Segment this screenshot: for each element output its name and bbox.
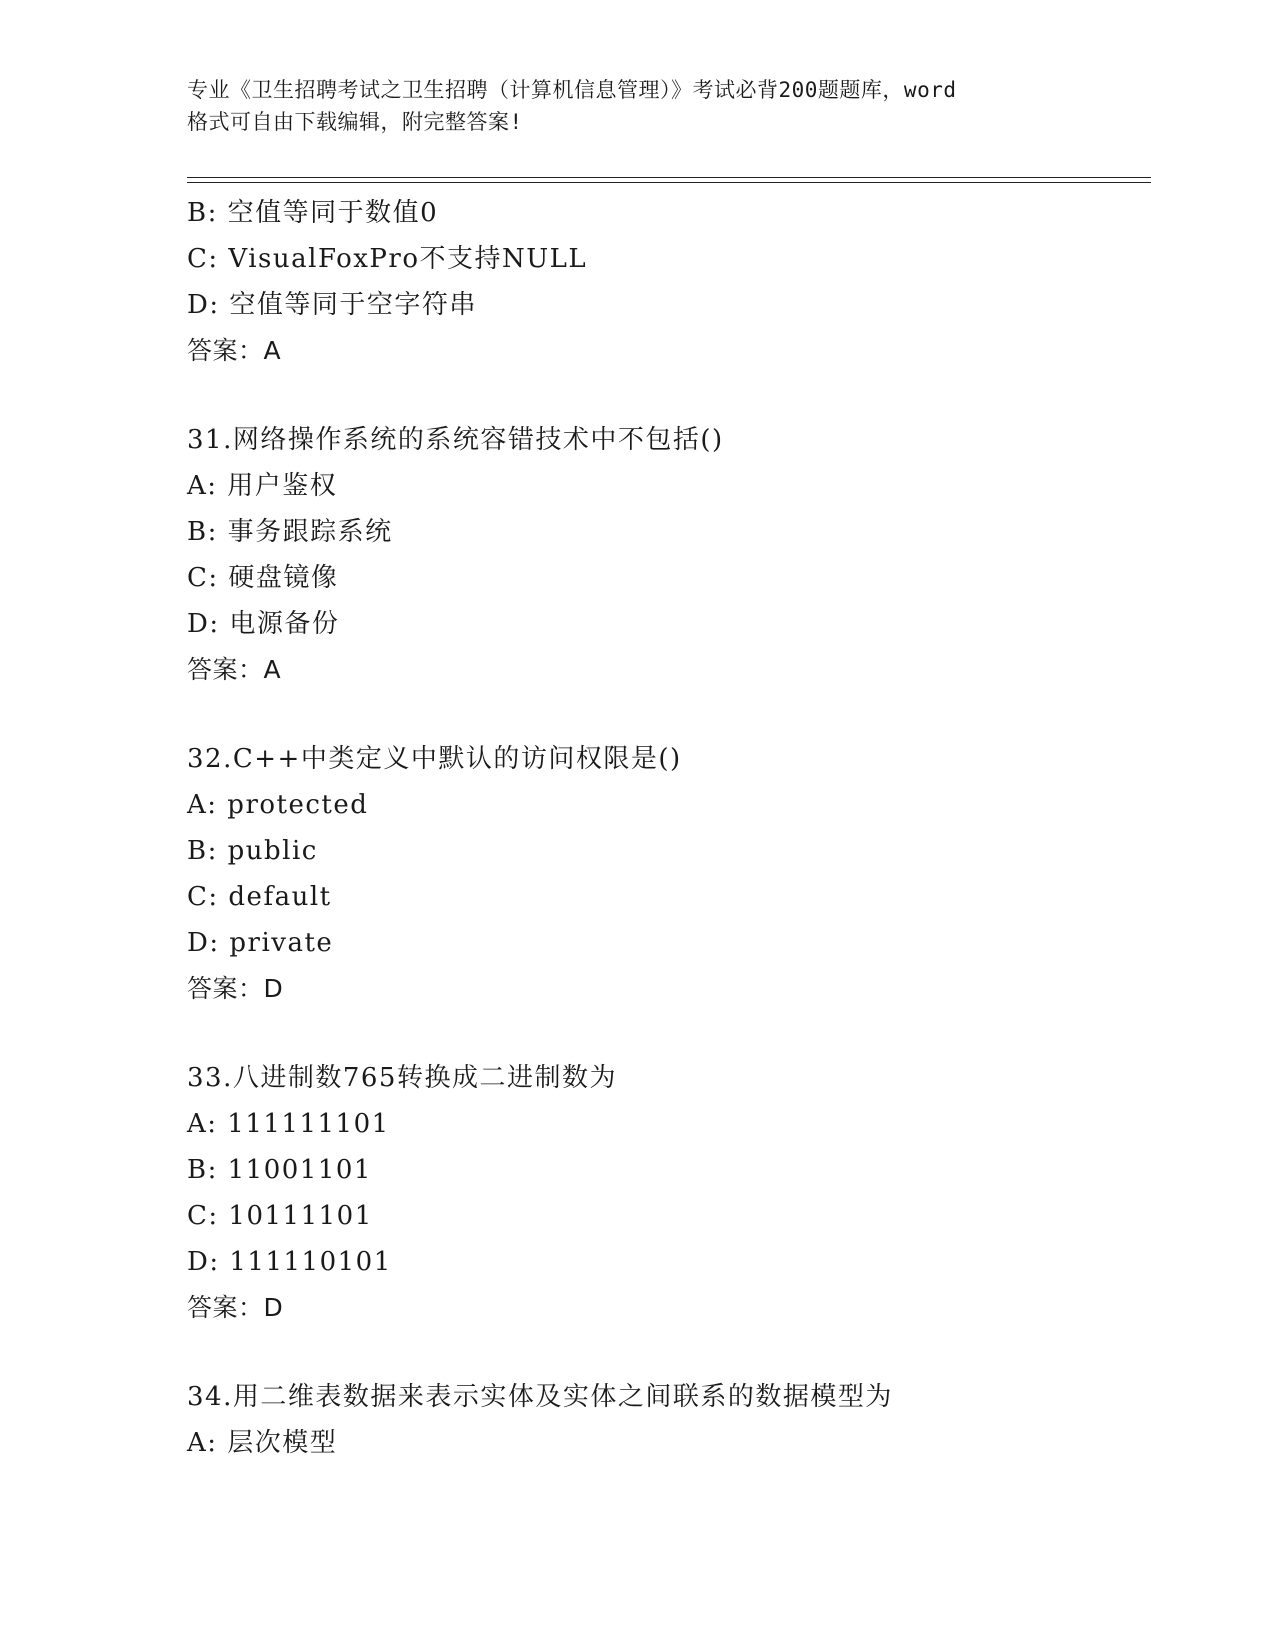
question-stem: 33.八进制数765转换成二进制数为 [187,1063,617,1093]
answer-line: 答案：A [187,655,282,684]
document-header [187,74,1087,138]
option-b: B: 11001101 [187,1155,372,1185]
question-stem: 32.C++中类定义中默认的访问权限是() [187,744,682,774]
option-d: D: 111110101 [187,1247,392,1277]
option-b: B: 空值等同于数值0 [187,198,439,228]
option-d: D: 空值等同于空字符串 [187,290,477,320]
option-d: D: 电源备份 [187,609,340,639]
question-block-34 [187,1374,1151,1466]
option-a: A: protected [187,790,369,820]
header-title-line-1: 专业《卫生招聘考试之卫生招聘（计算机信息管理）》考试必背200题题库，word [187,78,957,102]
header-divider-bottom [187,182,1151,183]
answer-line: 答案：D [187,1293,284,1322]
option-d: D: private [187,928,334,958]
question-block-33 [187,1055,1151,1331]
option-c: C: 10111101 [187,1201,373,1231]
header-title-line-2: 格式可自由下载编辑，附完整答案! [187,110,523,134]
option-c: C: 硬盘镜像 [187,563,339,593]
question-block-32 [187,736,1151,1012]
answer-line: 答案：A [187,336,282,365]
question-block-continued [187,190,1151,374]
option-c: C: default [187,882,332,912]
option-b: B: 事务跟踪系统 [187,517,393,547]
question-list [187,190,1151,1466]
option-a: A: 用户鉴权 [187,471,338,501]
header-divider-top [187,177,1151,178]
question-stem: 31.网络操作系统的系统容错技术中不包括() [187,425,724,455]
option-c: C: VisualFoxPro不支持NULL [187,244,588,274]
question-stem: 34.用二维表数据来表示实体及实体之间联系的数据模型为 [187,1382,893,1412]
option-a: A: 111111101 [187,1109,390,1139]
question-block-31 [187,417,1151,693]
answer-line: 答案：D [187,974,284,1003]
option-a: A: 层次模型 [187,1428,338,1458]
option-b: B: public [187,836,318,866]
